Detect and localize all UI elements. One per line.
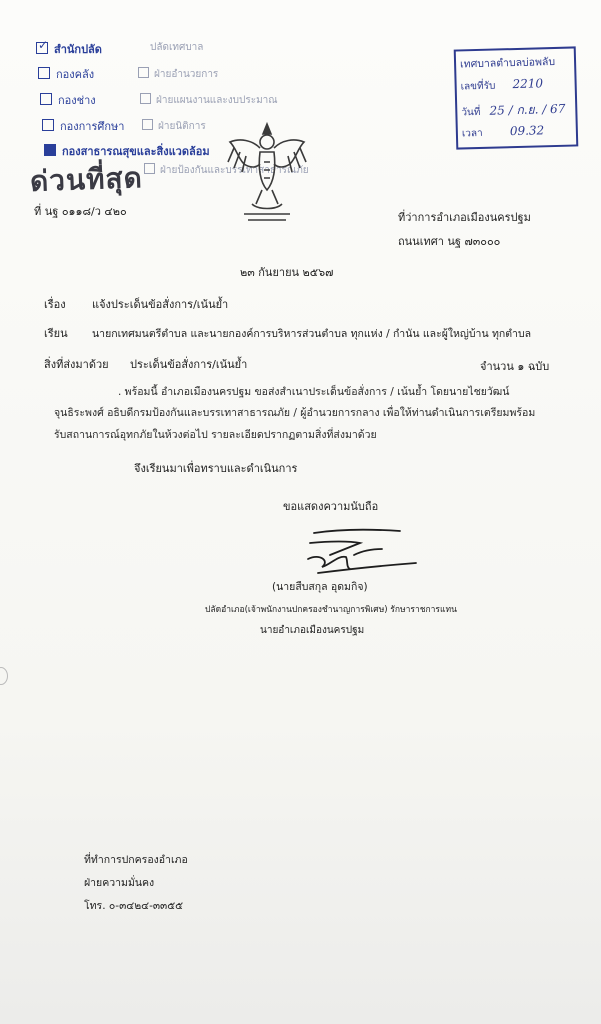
urgency-stamp: ด่วนที่สุด bbox=[29, 161, 144, 198]
body-line-1: . พร้อมนี้ อำเภอเมืองนครปฐม ขอส่งสำเนาประเด็นข้อสั่งการ / เน้นย้ำ โดยนายไชยวัฒน์ bbox=[118, 386, 510, 398]
subject-label: เรื่อง bbox=[44, 298, 66, 311]
signer-name: (นายสืบสกุล อุดมกิจ) bbox=[272, 581, 368, 593]
checkbox-icon bbox=[44, 144, 56, 156]
checkbox-icon bbox=[38, 67, 50, 79]
route-col2-item-1: ฝ่ายอำนวยการ bbox=[138, 67, 218, 82]
signature bbox=[300, 525, 430, 575]
body-line-2: จุนธิระพงศ์ อธิบดีกรมป้องกันและบรรเทาสาธารณภัย / ผู้อำนวยการกลาง เพื่อให้ท่านดำเนินการเตรียมพร้อม bbox=[54, 407, 536, 419]
sender-road: ถนนเทศา นฐ ๗๓๐๐๐ bbox=[398, 235, 501, 248]
route-item-1: ✓ สำนักปลัด bbox=[38, 38, 102, 56]
footer-office: ที่ทำการปกครองอำเภอ bbox=[84, 854, 188, 866]
closing: ขอแสดงความนับถือ bbox=[283, 500, 379, 513]
garuda-emblem-icon bbox=[222, 118, 312, 226]
enclosure-count: จำนวน ๑ ฉบับ bbox=[480, 360, 550, 373]
to-label: เรียน bbox=[44, 327, 68, 340]
route-item-2: กองคลัง bbox=[38, 67, 94, 82]
closing-request: จึงเรียนมาเพื่อทราบและดำเนินการ bbox=[134, 462, 298, 475]
route-item-3: กองช่าง bbox=[40, 93, 96, 108]
subject: แจ้งประเด็นข้อสั่งการ/เน้นย้ำ bbox=[92, 298, 229, 311]
enclosure-label: สิ่งที่ส่งมาด้วย bbox=[44, 358, 109, 371]
document-number: ที่ นฐ ๐๑๑๘/ว ๔๒๐ bbox=[34, 205, 127, 218]
stamp-date-row: วันที่ 25 / ก.ย. / 67 bbox=[461, 101, 566, 119]
letter-date: ๒๓ กันยายน ๒๕๖๗ bbox=[240, 266, 334, 279]
stamp-org: เทศบาลตำบลบ่อพลับ bbox=[459, 55, 556, 71]
to-recipients: นายกเทศมนตรีตำบล และนายกองค์การบริหารส่วนตำบล ทุกแห่ง / กำนัน และผู้ใหญ่บ้าน ทุกตำบล bbox=[92, 328, 532, 340]
stamp-time-row: เวลา 09.32 bbox=[461, 123, 545, 140]
route-col2-item-4: ฝ่ายป้องกันและบรรเทาสาธารณภัย bbox=[144, 163, 309, 178]
footer-dept: ฝ่ายความมั่นคง bbox=[84, 877, 155, 889]
footer-tel: โทร. ๐-๓๔๒๔-๓๓๕๕ bbox=[84, 900, 184, 912]
sender-office: ที่ว่าการอำเภอเมืองนครปฐม bbox=[398, 211, 531, 224]
route-col2-header: ปลัดเทศบาล bbox=[150, 42, 204, 53]
signer-title-1: ปลัดอำเภอ(เจ้าพนักงานปกครองชำนาญการพิเศษ) รักษาราชการแทน bbox=[205, 605, 457, 615]
signer-title-2: นายอำเภอเมืองนครปฐม bbox=[260, 625, 365, 636]
route-col2-item-2: ฝ่ายแผนงานและงบประมาณ bbox=[140, 93, 278, 108]
route-item-4: กองการศึกษา bbox=[42, 119, 124, 134]
route-item-5: กองสาธารณสุขและสิ่งแวดล้อม bbox=[44, 144, 210, 159]
checkbox-icon: ✓ bbox=[38, 38, 49, 52]
reception-stamp bbox=[454, 46, 579, 149]
punch-hole bbox=[0, 667, 8, 685]
route-col2-item-3: ฝ่ายนิติการ bbox=[142, 119, 206, 134]
checkbox-icon bbox=[42, 119, 54, 131]
checkbox-icon bbox=[40, 93, 52, 105]
stamp-recv-row: เลขที่รับ 2210 bbox=[460, 76, 544, 93]
enclosure: ประเด็นข้อสั่งการ/เน้นย้ำ bbox=[130, 358, 248, 371]
body-line-3: รับสถานการณ์อุทกภัยในห้วงต่อไป รายละเอียดปรากฏตามสิ่งที่ส่งมาด้วย bbox=[54, 429, 377, 441]
